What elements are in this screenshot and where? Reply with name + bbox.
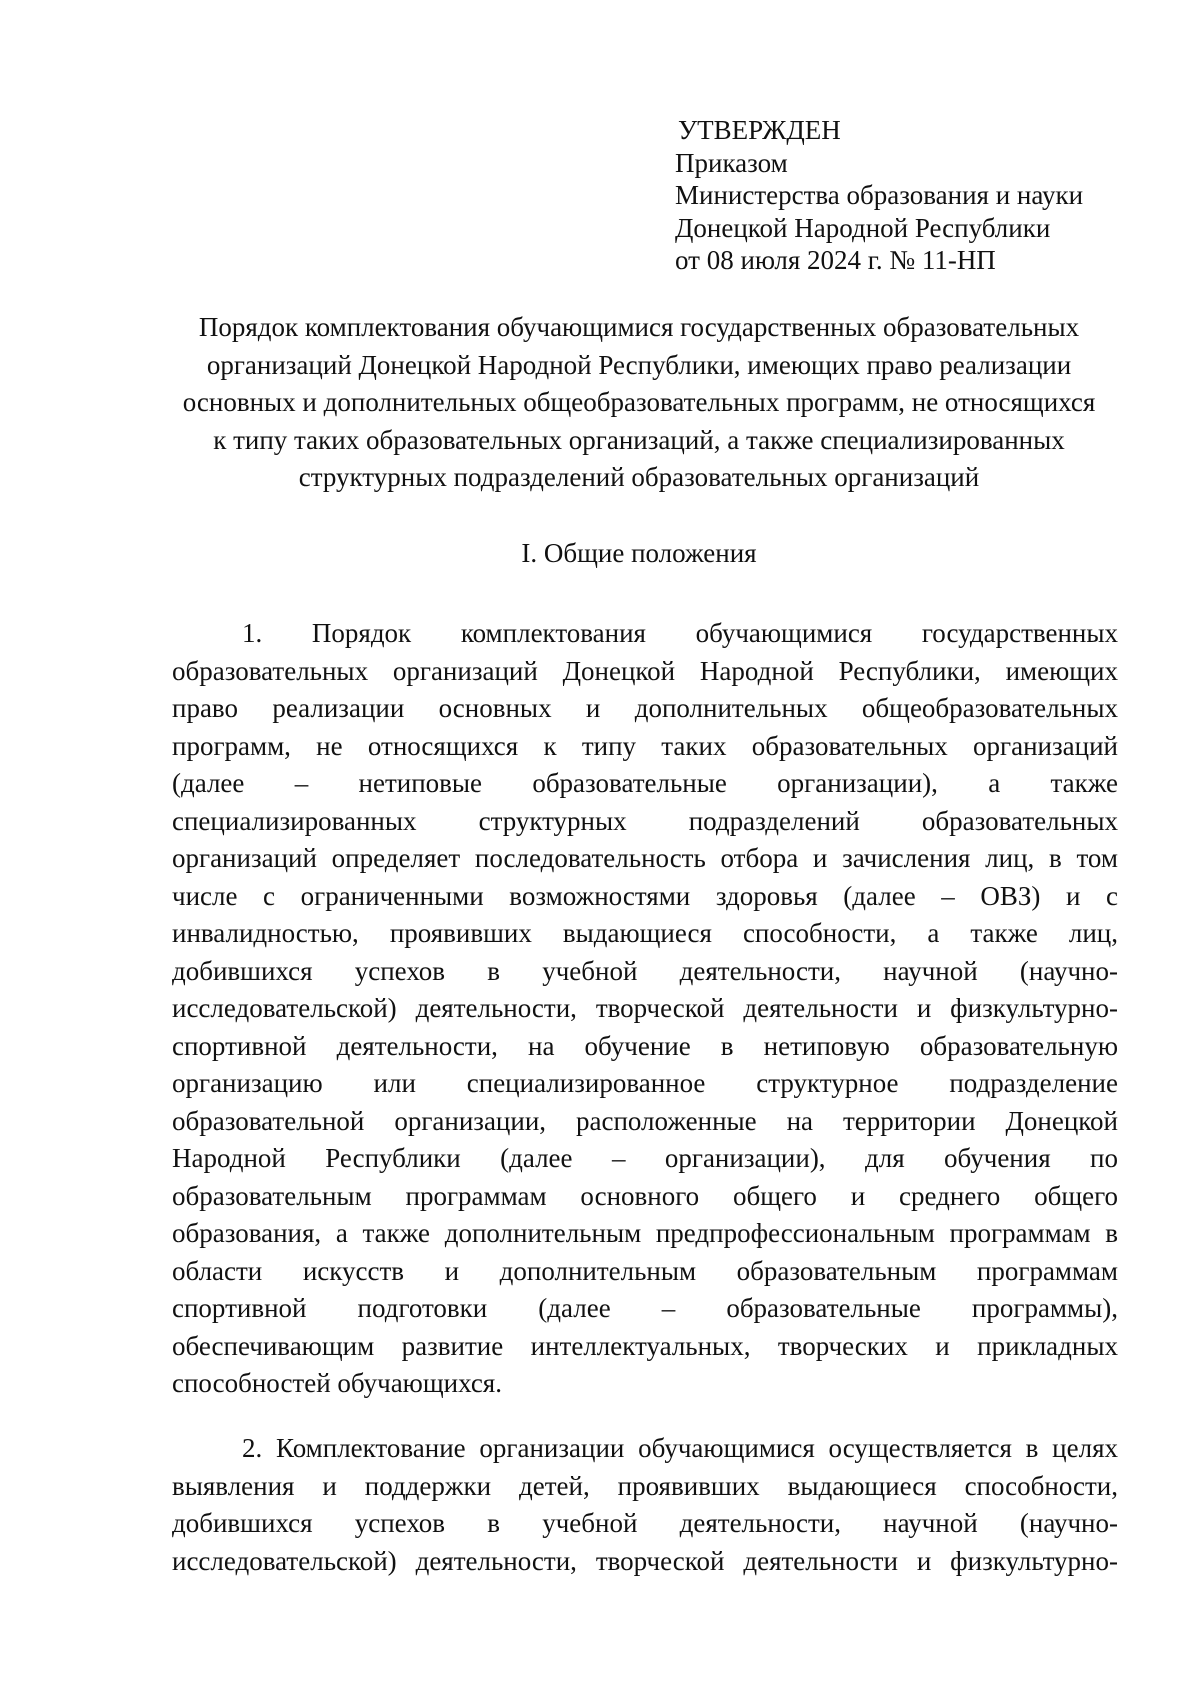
paragraph-line: Народной Республики (далее – организации), для обучения по — [172, 1143, 1118, 1173]
title-line: Порядок комплектования обучающимися государственных образовательных — [198, 312, 1080, 342]
paragraph-line: добившихся успехов в учебной деятельности, научной (научно- — [172, 955, 1118, 986]
approval-line: Донецкой Народной Республики — [675, 212, 1051, 243]
paragraph-line: специализированных структурных подразделений образовательных — [172, 805, 1118, 836]
paragraph-line: выявления и поддержки детей, проявивших выдающиеся способности, — [172, 1470, 1118, 1501]
paragraph-line: организацию или специализированное структурное подразделение — [172, 1068, 1118, 1098]
paragraph-line: 1. Порядок комплектования обучающимися государственных — [242, 618, 1118, 648]
paragraph-line: спортивной подготовки (далее – образовательные программы), — [172, 1293, 1118, 1323]
paragraph-1 — [172, 615, 1118, 1403]
paragraph-line: образовательным программам основного общего и среднего общего — [172, 1180, 1118, 1211]
approval-line: Министерства образования и науки — [675, 180, 1084, 210]
paragraph-line: программ, не относящихся к типу таких образовательных организаций — [172, 730, 1118, 761]
paragraph-line: исследовательской) деятельности, творческой деятельности и физкультурно- — [172, 993, 1118, 1023]
paragraph-line: области искусств и дополнительным образовательным программам — [172, 1255, 1118, 1286]
paragraph-line: 2. Комплектование организации обучающимися осуществляется в целях — [242, 1433, 1118, 1463]
paragraph-line: инвалидностью, проявивших выдающиеся способности, а также лиц, — [172, 918, 1118, 948]
approval-line: Приказом — [675, 147, 788, 178]
paragraph-line: (далее – нетиповые образовательные организации), а также — [172, 768, 1118, 798]
approval-stamp — [675, 114, 1155, 277]
paragraph-line: образования, а также дополнительным предпрофессиональным программам в — [172, 1218, 1118, 1248]
paragraph-line: исследовательской) деятельности, творческой деятельности и физкультурно- — [172, 1545, 1118, 1576]
document-title — [160, 309, 1118, 497]
title-line: организаций Донецкой Народной Республики, имеющих право реализации — [206, 349, 1072, 380]
approval-line: УТВЕРЖДЕН — [678, 115, 841, 145]
paragraph-line: право реализации основных и дополнительных общеобразовательных — [172, 693, 1118, 723]
paragraph-line: образовательной организации, расположенные на территории Донецкой — [172, 1105, 1118, 1136]
title-line: структурных подразделений образовательных организаций — [298, 462, 980, 492]
paragraph-line: добившихся успехов в учебной деятельности, научной (научно- — [172, 1508, 1118, 1538]
approval-line: от 08 июля 2024 г. № 11-НП — [675, 245, 996, 275]
title-line: основных и дополнительных общеобразовательных программ, не относящихся — [182, 387, 1096, 417]
paragraph-2 — [172, 1430, 1118, 1580]
paragraph-line: спортивной деятельности, на обучение в нетиповую образовательную — [172, 1030, 1118, 1061]
paragraph-line: организаций определяет последовательность отбора и зачисления лиц, в том — [172, 843, 1118, 873]
paragraph-line: образовательных организаций Донецкой Народной Республики, имеющих — [172, 655, 1118, 686]
paragraph-line: обеспечивающим развитие интеллектуальных, творческих и прикладных — [172, 1330, 1118, 1361]
section-heading: I. Общие положения — [521, 538, 757, 568]
paragraph-line: способностей обучающихся. — [172, 1368, 502, 1398]
title-line: к типу таких образовательных организаций, а также специализированных — [213, 424, 1065, 455]
paragraph-line: числе с ограниченными возможностями здоровья (далее – ОВЗ) и с — [172, 880, 1118, 911]
